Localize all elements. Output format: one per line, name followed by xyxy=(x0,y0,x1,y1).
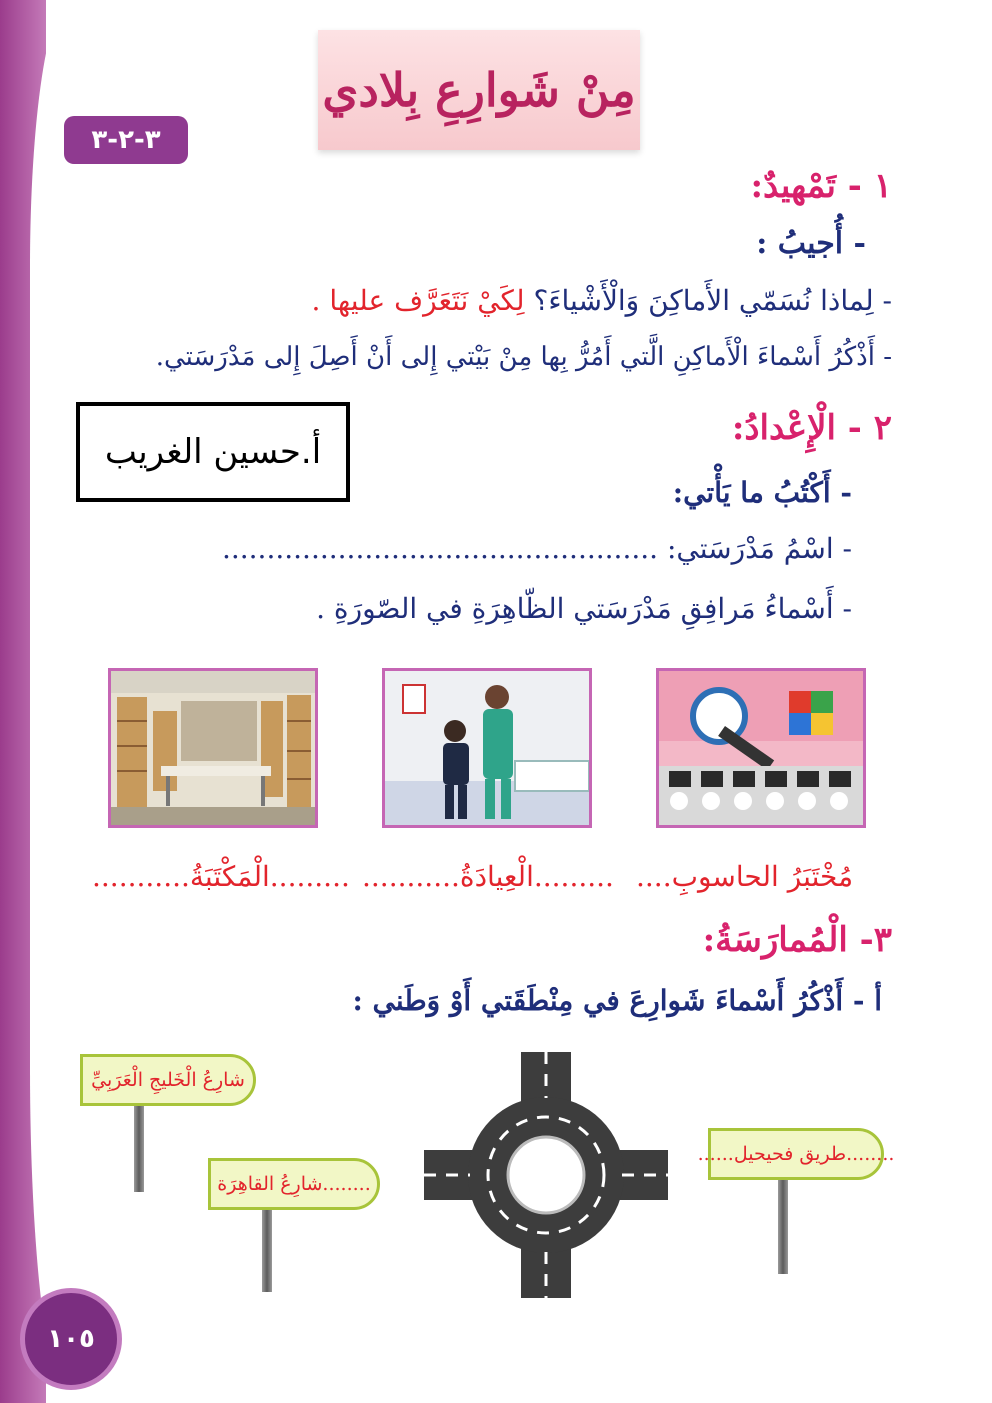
computer-lab-photo xyxy=(656,668,866,828)
section3-heading: ٣- الْمُمارَسَةُ: xyxy=(702,920,892,960)
answer-1-text: لِكَيْ نَتَعَرَّف عليها . xyxy=(311,284,525,317)
street-sign-cairo: ........شارِعُ القاهِرَة xyxy=(208,1158,380,1210)
question-1-text: - لِماذا نُسَمّي الأَماكِنَ وَالْأَشْياءَ؟ xyxy=(533,284,892,317)
author-name-box: أ.حسين الغريب xyxy=(76,402,350,502)
caption-computer-lab: مُخْتَبَرُ الحاسوبِ.... xyxy=(636,860,854,893)
section1-heading: ١ - تَمْهيدٌ: xyxy=(750,166,892,206)
facilities-line: - أَسْماءُ مَرافِقِ مَدْرَسَتي الظّاهِرَةِ في الصّورَةِ . xyxy=(316,592,852,625)
library-photo xyxy=(108,668,318,828)
street-sign-gulf: شارِعُ الْخَليجِ الْعَرَبِيِّ xyxy=(80,1054,256,1106)
question-1 xyxy=(312,284,892,317)
sidebar-curve xyxy=(30,0,70,1403)
title-banner xyxy=(318,30,640,150)
section1-subheading: - أُجيبُ : xyxy=(756,226,866,261)
clinic-photo xyxy=(382,668,592,828)
school-name-line: - اسْمُ مَدْرَسَتي: ................................................. xyxy=(221,532,852,565)
street-sign-fahaheel: ........طريق فحيحيل...... xyxy=(708,1128,884,1180)
lesson-code-badge: ٣-٢-٣ xyxy=(64,116,188,164)
question-2: - أَذْكُرُ أَسْماءَ الْأَماكِنِ الَّتي أَمُرُّ بِها مِنْ بَيْتي إِلى أَنْ أَصِلَ إِلى مَدْرَسَتي. xyxy=(155,342,892,372)
page-number: ١٠٥ xyxy=(20,1288,122,1390)
sign-pole-fahaheel xyxy=(778,1176,788,1274)
sign-pole-cairo xyxy=(262,1200,272,1292)
page-title: مِنْ شَوارِعِ بِلادي xyxy=(322,63,636,117)
section3-subheading: أ - أَذْكُرُ أَسْماءَ شَوارِعَ في مِنْطَقَتي أَوْ وَطَني : xyxy=(352,984,882,1017)
caption-clinic: .........الْعِيادَةُ........... xyxy=(362,860,614,893)
section2-subheading: - أَكْتُبُ ما يَأْتي: xyxy=(672,476,852,509)
caption-library: .........الْمَكْتَبَةُ........... xyxy=(92,860,350,893)
roundabout-illustration xyxy=(424,1052,668,1298)
section2-heading: ٢ - الْإِعْدادُ: xyxy=(731,408,892,448)
